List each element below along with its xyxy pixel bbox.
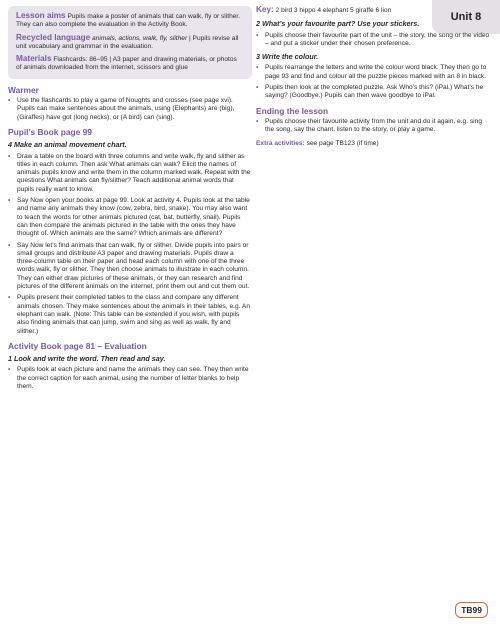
activity-3-list bbox=[256, 64, 490, 100]
extra-text: see page TB123 (if time) bbox=[306, 139, 379, 147]
warmer-heading: Warmer bbox=[8, 84, 39, 95]
lesson-aims-text: Pupils make a poster of animals that can walk, fly or slither. They can also complete the evaluation in the Activity Book. bbox=[16, 13, 241, 29]
unit-tab-label: Unit 8 bbox=[450, 11, 482, 23]
recycled-text-2: | Pupils revise all unit vocabulary and grammar in the evaluation. bbox=[16, 34, 239, 50]
ending-heading: Ending the lesson bbox=[256, 105, 329, 116]
materials-text: Flashcards: 86–95 | A3 paper and drawing materials, or photos of animals downloaded from the internet, scissors and glue bbox=[16, 56, 237, 72]
recycled-text-1: animals, actions, walk, fly, slither bbox=[92, 34, 188, 42]
list-item: • Pupils present their completed tables to the class and compare any different animals chosen. They make sentences about the animals in their tables, e.g. An elephant can walk. (Note: This table can be extended if you wish, with pupils also finding animals that can jump, swim and sing as well as walk, fly and slither.) bbox=[8, 294, 252, 335]
key-text: 2 bird 3 hippo 4 elephant 5 giraffe 6 lion bbox=[275, 7, 392, 14]
warmer-list bbox=[8, 97, 252, 122]
recycled-language bbox=[16, 34, 244, 52]
list-item: • Say Now let’s find animals that can walk, fly or slither. Divide pupils into pairs or small groups and distribute A3 paper and drawing materials. Pupils draw a three-column table on their paper and head each column with one of the three words walk, fly or slither. They then choose animals to illustrate in each column. They can either draw pictures of these animals, or they can research and find pictures of the different animals on the internet, print them out and cut them out. bbox=[8, 242, 252, 292]
pupils-book-heading: Pupil’s Book page 99 bbox=[8, 126, 92, 137]
lesson-aims bbox=[16, 12, 244, 30]
page-number bbox=[455, 602, 488, 618]
recycled-label: Recycled language bbox=[16, 32, 91, 42]
list-item: • Pupils rearrange the letters and write the colour word black. They then go to page 93 and find and colour all the puzzle pieces marked with an 8 in black. bbox=[256, 64, 490, 81]
materials bbox=[16, 55, 244, 73]
ending-list bbox=[256, 118, 490, 135]
list-item: • Pupils then look at the completed puzzle. Ask Who’s this? (iPal.) What’s he saying? (Goodbye.) Pupils can then wave goodbye to iPal. bbox=[256, 84, 490, 101]
key-label: Key: bbox=[256, 5, 274, 14]
lesson-aims-box bbox=[8, 6, 252, 79]
activity-book-list bbox=[8, 366, 252, 391]
list-item: • Pupils choose their favourite activity from the unit and do it again, e.g. sing the song, say the chant, listen to the story, or play a game. bbox=[256, 118, 490, 135]
list-item: • Pupils choose their favourite part of the unit – the story, the song or the video – and put a sticker under their chosen preference. bbox=[256, 32, 490, 49]
extra-activities bbox=[256, 140, 490, 148]
answer-key bbox=[256, 6, 490, 15]
list-item: • Pupils look at each picture and name the animals they can see. They then write the correct caption for each animal, using the number of letter blanks to help them. bbox=[8, 366, 252, 391]
pupils-book-list bbox=[8, 153, 252, 336]
page-number-label: TB99 bbox=[461, 605, 482, 615]
activity-book-activity-heading: 1 Look and write the word. Then read and say. bbox=[8, 354, 166, 364]
list-item: • Say Now open your books at page 99. Look at activity 4. Pupils look at the table and name any animals they know (cow, zebra, bird, snake). You may also want to teach the words for other animals pictured (cat, bat, butterfly, snail). Pupils can then compare the animals pictured in the table with the ones they have thought of. Which animals are the same? Which animals are different? bbox=[8, 197, 252, 238]
extra-label: Extra activities: bbox=[256, 139, 305, 147]
activity-3-heading: 3 Write the colour. bbox=[256, 52, 319, 62]
left-column bbox=[8, 6, 252, 394]
activity-2-heading: 2 What’s your favourite part? Use your stickers. bbox=[256, 19, 420, 29]
pupils-book-activity-heading: 4 Make an animal movement chart. bbox=[8, 140, 127, 150]
activity-2-list bbox=[256, 32, 490, 49]
materials-label: Materials bbox=[16, 54, 52, 64]
activity-book-heading: Activity Book page 81 – Evaluation bbox=[8, 340, 147, 351]
list-item: • Draw a table on the board with three columns and write walk, fly and slither as titles in each column. Then ask What animals can walk? Elicit the names of animals pupils know and write them in the column marked walk. Repeat with the questions What animals can fly/slither? Teach additional animal words that pupils really want to know. bbox=[8, 153, 252, 194]
right-column bbox=[256, 6, 490, 151]
lesson-aims-label: Lesson aims bbox=[16, 11, 66, 20]
warmer-bullet: • Use the flashcards to play a game of Noughts and crosses (see page xvi). Pupils can make sentences about the animals, using (Elephants) are (big), (Giraffes) have got (long necks), or (A bird) can (sing). bbox=[8, 97, 252, 122]
